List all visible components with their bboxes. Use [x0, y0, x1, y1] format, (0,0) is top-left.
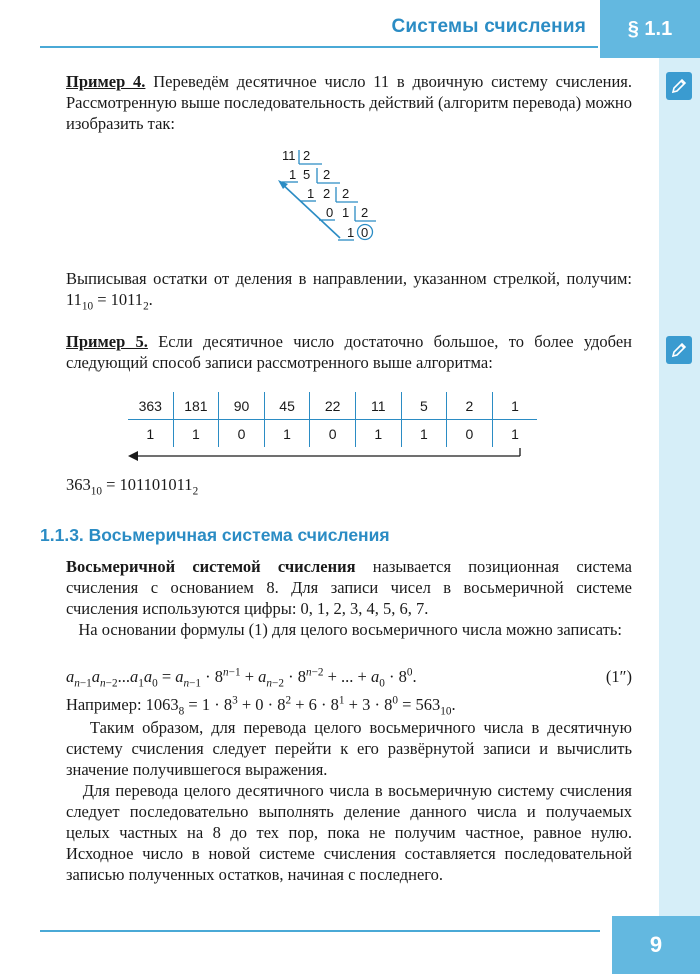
remainder-cell: 1 — [492, 420, 537, 448]
quotient-cell: 22 — [310, 392, 356, 420]
remainder-cell: 1 — [401, 420, 447, 448]
example4-result-paragraph: Выписывая остатки от деления в направлении, указанном стрелкой, получим: $11_{10} = 1011_2$. — [66, 269, 632, 313]
remainder-cell: 0 — [310, 420, 356, 448]
division-remainder: 1 — [307, 186, 315, 201]
conclusion-paragraph — [66, 717, 632, 780]
footer-rule — [40, 930, 600, 932]
quotient-cell: 45 — [264, 392, 310, 420]
example4-paragraph — [66, 71, 632, 134]
header-rule — [40, 46, 600, 48]
expansion-formula: $a_{n-1}a_{n-2}...a_1a_0 = a_{n-1} \cdot 8^{n-1} + a_{n-2} \cdot 8^{n-2}$ + ... + $a_0 \cdot 8^0$. (1″) — [66, 666, 632, 690]
base-subscript: 10 — [81, 300, 94, 313]
example5-result-lhs: 363 — [66, 475, 91, 494]
division-quotient-2: 2 — [323, 186, 331, 201]
quotient-cell: 363 — [128, 392, 173, 420]
algorithm-paragraph — [66, 780, 632, 885]
pencil-icon — [666, 336, 692, 364]
division-final-quotient: 0 — [361, 225, 369, 240]
division-remainder: 0 — [326, 205, 334, 220]
division-divisor: 2 — [303, 148, 311, 163]
example5-result-rhs: 101101011 — [119, 475, 193, 494]
definition-term: Восьмеричной системой счисления — [66, 557, 356, 576]
example5-result: $363_{10} = 101101011_2$ — [66, 475, 199, 498]
division-divisor: 2 — [361, 205, 369, 220]
page-number: 9 — [612, 916, 700, 974]
quotients-row — [128, 392, 537, 420]
example4-result-lhs: 11 — [66, 290, 82, 309]
division-remainder: 1 — [289, 167, 297, 182]
example-calculation: Например: $1063_8 = 1 \cdot 8^3 + 0 \cdot 8^2 + 6 \cdot 8^1 + 3 \cdot 8^0 = 563_{10}$. — [66, 694, 456, 718]
definition-text: называется позиционная система счисления с основанием 8. Для записи чисел в восьмеричной системе счисления используются цифры: 0, 1, 2, 3, 4, 5, 6, 7. — [66, 557, 632, 618]
example5-text: Если десятичное число достаточно большое, то более удобен следующий способ записи рассмотренного выше алгоритма: — [66, 332, 633, 372]
running-title: Системы счисления — [391, 16, 586, 37]
quotient-cell: 5 — [401, 392, 447, 420]
remainder-cell: 1 — [173, 420, 219, 448]
remainder-cell: 1 — [264, 420, 310, 448]
example4-result-text: Выписывая остатки от деления в направлении, указанном стрелкой, получим: — [66, 269, 632, 288]
reading-arrow — [128, 448, 528, 464]
formula-intro-text: На основании формулы (1) для целого восьмеричного числа можно записать: — [78, 620, 622, 639]
quotient-cell: 11 — [355, 392, 401, 420]
quotient-cell: 181 — [173, 392, 219, 420]
algorithm-text: Для перевода целого десятичного числа в восьмеричную систему счисления следует последовательно выполнять деление данного числа и получаемых целых частных на 8 до тех пор, пока не получим частное, равное нулю. Исходное число в новой системе счисления составляется последовательной записью полученных остатков, начиная с последнего. — [66, 781, 633, 884]
remainders-row — [128, 420, 537, 448]
remainder-cell: 0 — [447, 420, 493, 448]
division-remainder: 1 — [347, 225, 355, 240]
division-quotient-5: 5 — [303, 167, 311, 182]
division-divisor: 2 — [323, 167, 331, 182]
conclusion-text: Таким образом, для перевода целого восьмеричного числа в десятичную систему счисления следует перейти к его развёрнутой записи и вычислить значение получившегося выражения. — [66, 718, 633, 779]
division-dividend-11: 11 — [282, 148, 296, 163]
formula-number: (1″) — [605, 667, 632, 686]
base-subscript: 10 — [90, 485, 102, 498]
section-tab: § 1.1 — [600, 0, 700, 58]
division-quotient-1: 1 — [342, 205, 350, 220]
remainder-cell: 1 — [355, 420, 401, 448]
example-prefix: Например: — [66, 695, 142, 714]
division-divisor: 2 — [342, 186, 350, 201]
remainder-cell: 0 — [219, 420, 265, 448]
side-band — [659, 58, 700, 942]
section-heading: 1.1.3. Восьмеричная система счисления — [40, 525, 390, 545]
conversion-table — [128, 392, 537, 447]
example4-label: Пример 4. — [66, 72, 146, 91]
definition-paragraph — [66, 556, 632, 619]
quotient-cell: 90 — [219, 392, 265, 420]
example5-label: Пример 5. — [66, 332, 148, 351]
quotient-cell: 1 — [492, 392, 537, 420]
base-subscript: 2 — [192, 485, 199, 498]
division-diagram — [270, 144, 410, 248]
example4-result-rhs: 1011 — [110, 290, 144, 309]
pencil-icon — [666, 72, 692, 100]
remainder-cell: 1 — [146, 425, 155, 442]
formula-intro-paragraph — [66, 619, 632, 640]
example4-text: Переведём десятичное число 11 в двоичную систему счисления. Рассмотренную выше последовательность действий (алгоритм перевода) можно изобразить так: — [66, 72, 633, 133]
example5-paragraph — [66, 331, 632, 373]
base-subscript: 2 — [143, 300, 149, 313]
quotient-cell: 2 — [447, 392, 493, 420]
